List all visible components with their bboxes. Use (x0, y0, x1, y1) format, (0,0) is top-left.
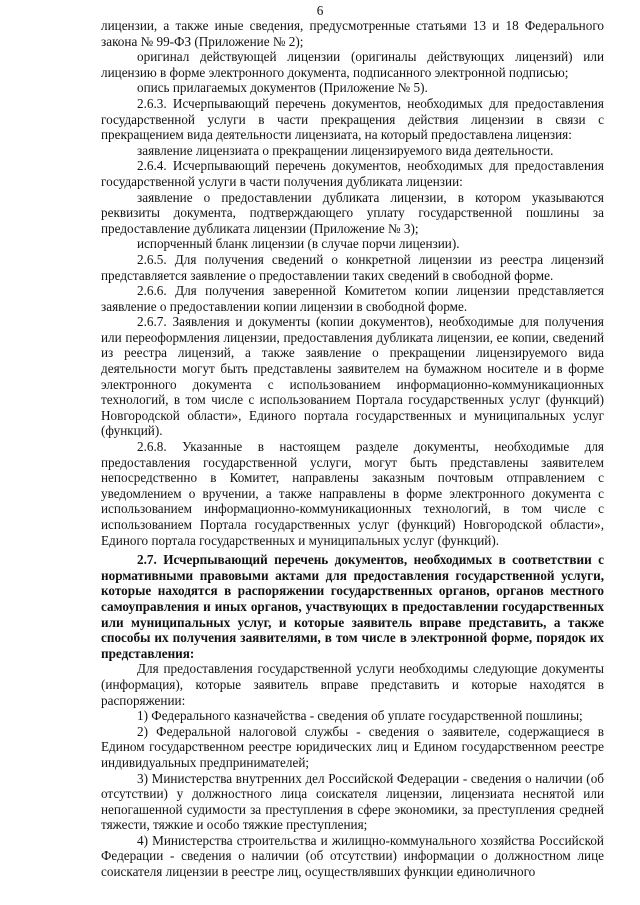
paragraph: 2.6.4. Исчерпывающий перечень документов, необходимых для предоставления государственной услуги в части получения дубликата лицензии: (101, 158, 604, 189)
paragraph: 2) Федеральной налоговой службы - сведения о заявителе, содержащиеся в Едином государственном реестре юридических лиц и Едином государственном реестре индивидуальных предпринимателей; (101, 723, 604, 770)
paragraph: 2.6.8. Указанные в настоящем разделе документы, необходимые для предоставления государственной услуги, могут быть представлены заявителем непосредственно в Комитет, направлены заказным почтовым отправлением с уведомлением о вручении, а также направлены в форме электронного документа с использованием информационно-коммуникационных технологий, в том числе с использованием Портала государственных услуг (функций) Новгородской области», Единого портала государственных и муниципальных услуг (функций). (101, 439, 604, 548)
paragraph: заявление лицензиата о прекращении лицензируемого вида деятельности. (137, 142, 554, 158)
paragraph: лицензии, а также иные сведения, предусмотренные статьями 13 и 18 Федерального закона № 99-ФЗ (Приложение № 2); (101, 18, 604, 49)
paragraph: оригинал действующей лицензии (оригиналы действующих лицензий) или лицензию в форме электронного документа, подписанного электронной подписью; (101, 49, 604, 80)
paragraph: Для предоставления государственной услуги необходимы следующие документы (информация), которые заявитель вправе представить и которые находятся в распоряжении: (101, 661, 604, 708)
paragraph: испорченный бланк лицензии (в случае порчи лицензии). (137, 236, 460, 252)
page-number: 6 (316, 3, 324, 18)
document-body (101, 18, 604, 880)
paragraph: 3) Министерства внутренних дел Российской Федерации - сведения о наличии (об отсутствии) у должностного лица соискателя лицензии, лицензиата неснятой или непогашенной судимости за преступления в сфере экономики, за преступления средней тяжести, тяжкие и особо тяжкие преступления; (101, 770, 604, 833)
paragraph: 2.6.7. Заявления и документы (копии документов), необходимые для получения или переоформления лицензии, предоставления дубликата лицензии, ее копии, сведений из реестра лицензий, а также заявление о прекращении лицензируемого вида деятельности могут быть представлены заявителем на бумажном носителе и в форме электронного документа с использованием информационно-коммуникационных технологий, в том числе с использованием Портала государственных услуг (функций) Новгородской области», Единого портала государственных и муниципальных услуг (функций). (101, 314, 604, 439)
paragraph: 1) Федерального казначейства - сведения об уплате государственной пошлины; (137, 708, 583, 724)
paragraph: 2.6.5. Для получения сведений о конкретной лицензии из реестра лицензий представляется заявление о предоставлении таких сведений в свободной форме. (101, 251, 604, 283)
paragraph: заявление о предоставлении дубликата лицензии, в котором указываются реквизиты документа, подтверждающего уплату государственной пошлины за предоставление дубликата лицензии (Приложение № 3); (101, 189, 604, 236)
paragraph: 2.6.6. Для получения заверенной Комитетом копии лицензии представляется заявление о предоставлении копии лицензии в свободной форме. (101, 283, 604, 314)
section-heading-paragraph: 2.7. Исчерпывающий перечень документов, необходимых в соответствии с нормативными правовыми актами для предоставления государственной услуги, которые находятся в распоряжении государственных органов, органов местного самоуправления и иных органов, участвующих в предоставлении государственных или муниципальных услуг, и которые заявитель вправе представить, а также способы их получения заявителями, в том числе в электронной форме, порядок их представления: (101, 552, 604, 661)
paragraph: 4) Министерства строительства и жилищно-коммунального хозяйства Российской Федерации - сведения о наличии (об отсутствии) информации о должностном лице соискателя лицензии в реестре лиц, осуществлявших функции единоличного (101, 832, 604, 880)
paragraph: опись прилагаемых документов (Приложение № 5). (137, 80, 428, 96)
paragraph: 2.6.3. Исчерпывающий перечень документов, необходимых для предоставления государственной услуги в части прекращения действия лицензии в связи с прекращением вида деятельности лицензиата, на который предоставлена лицензия: (101, 95, 604, 143)
